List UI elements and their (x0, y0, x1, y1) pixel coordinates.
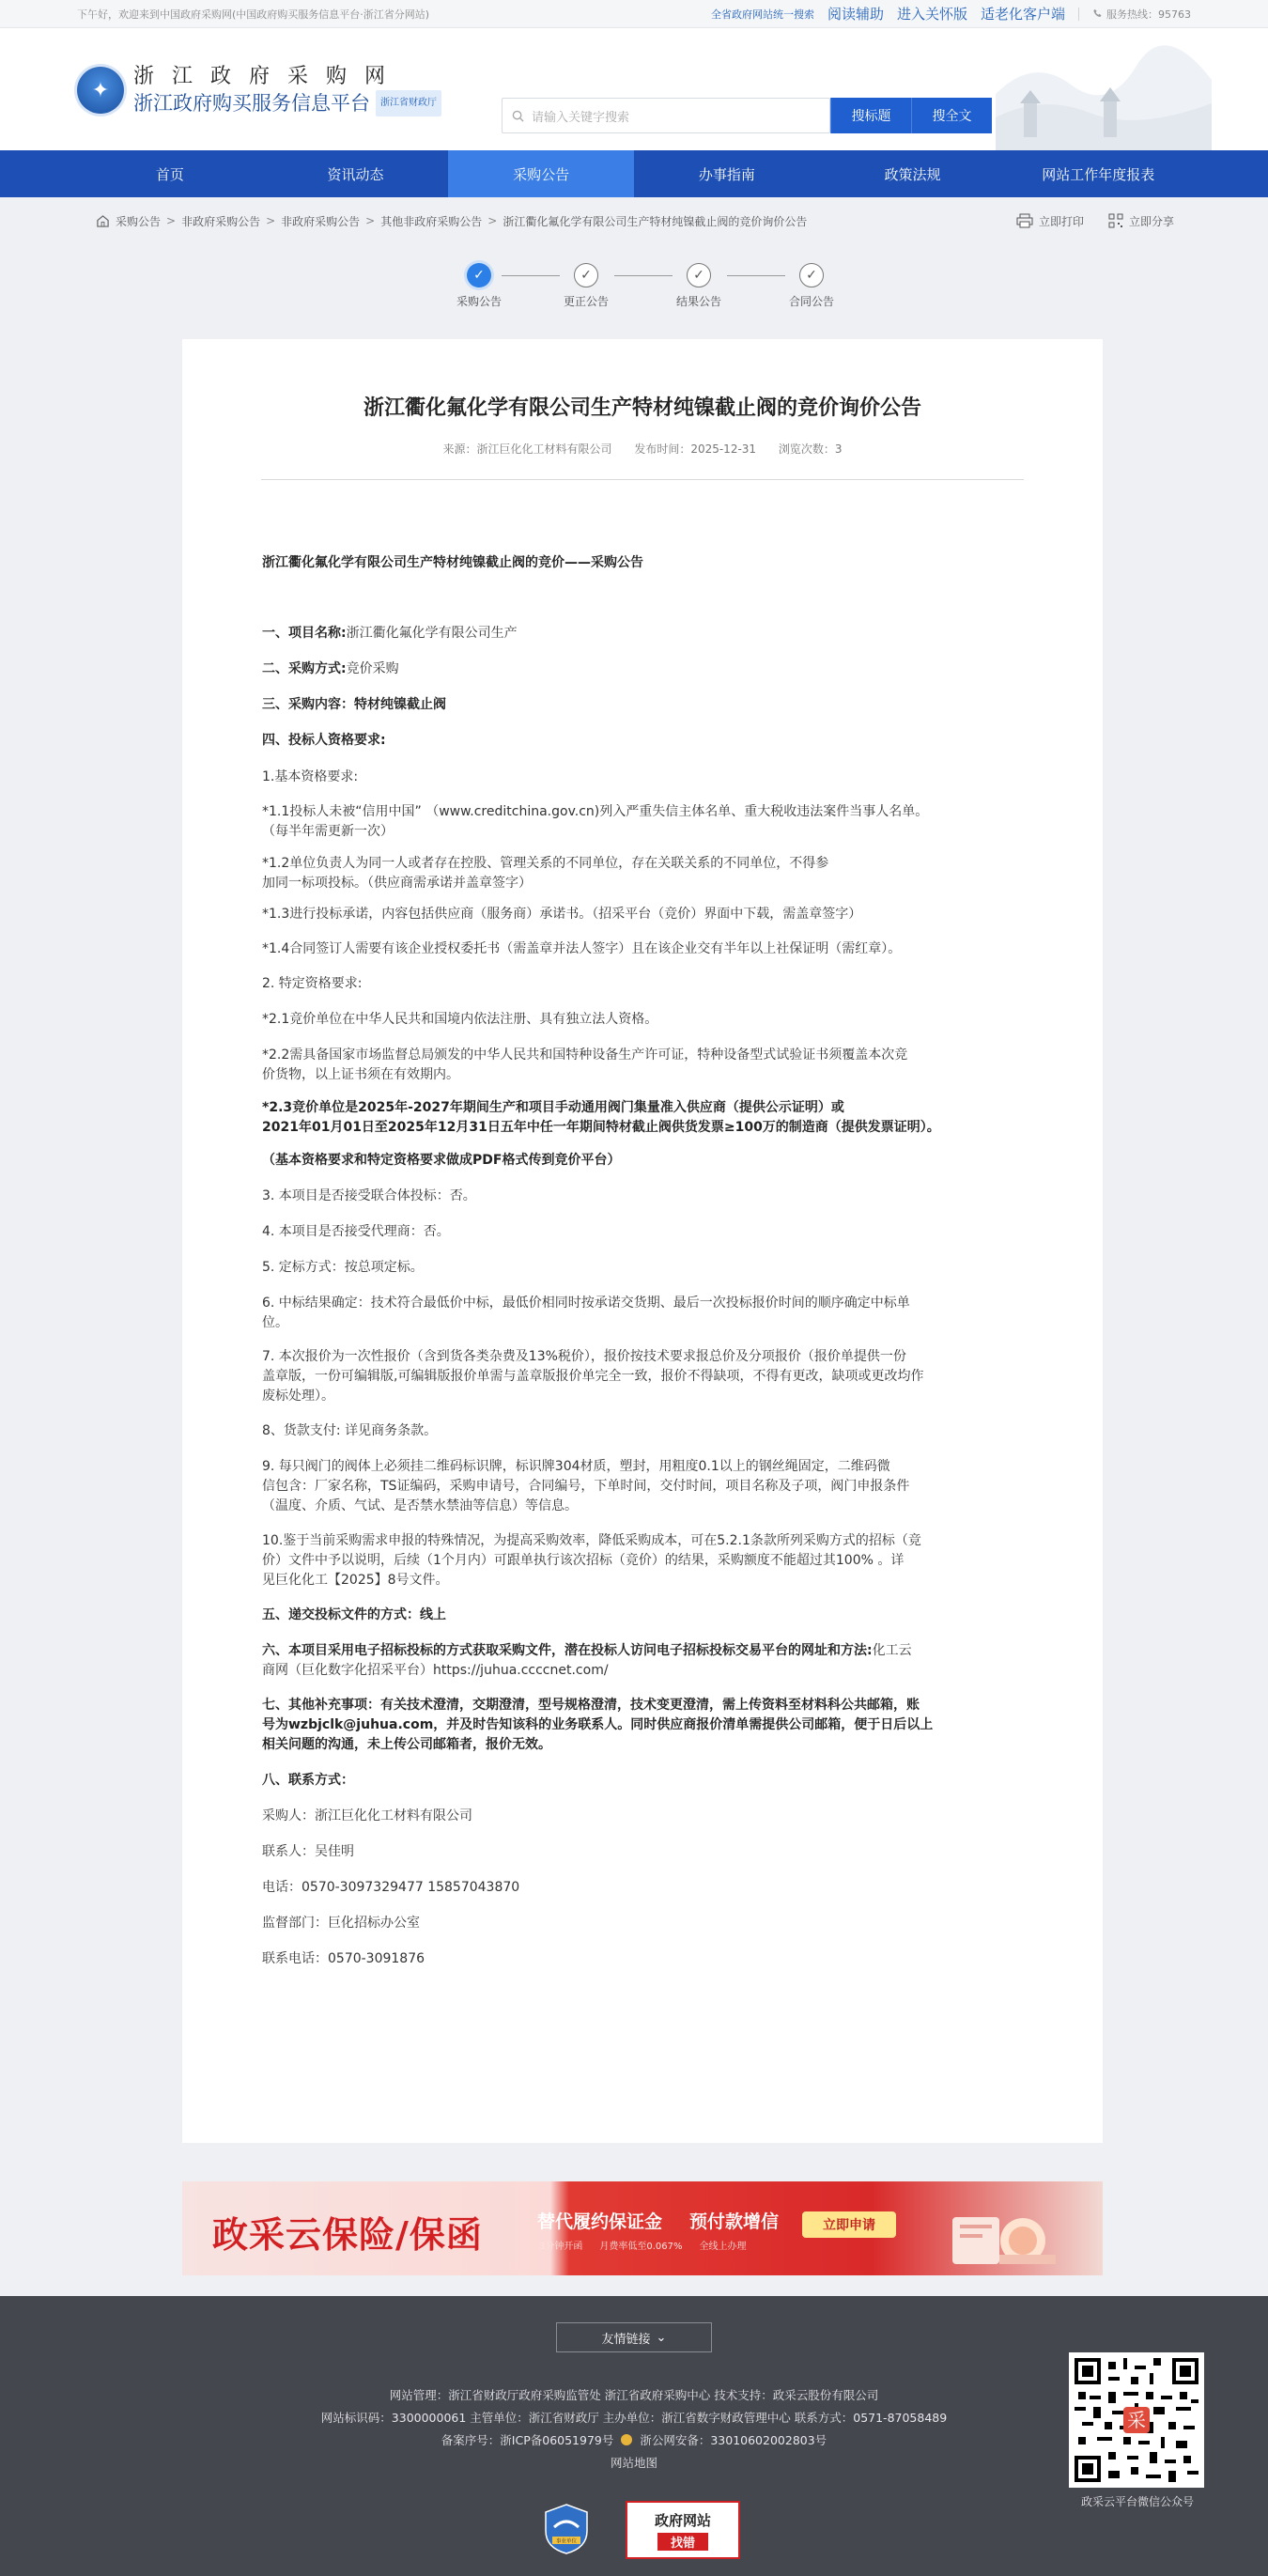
nav-item-6[interactable]: 网站工作年度报表 (1042, 165, 1155, 183)
breadcrumb-sep: > (365, 214, 376, 227)
section-other-cont: 号为wzbjclk@juhua.com，并及时告知该科的业务联系人。同时供应商报价清单需提供公司邮箱，便于日后以上 (262, 1717, 934, 1732)
section-qualification: 四、投标人资格要求: (262, 733, 386, 748)
logo-line2-text: 浙江政府购买服务信息平台 (133, 92, 370, 115)
share-label: 立即分享 (1128, 214, 1174, 228)
hotline (1092, 7, 1191, 22)
req-1-2: *1.2单位负责人为同一人或者存在控股、管理关系的不同单位，存在关联关系的不同单位，不得参 (262, 856, 829, 871)
contact-phone: 电话：0570-3097329477 15857043870 (262, 1880, 520, 1895)
site-footer (0, 2296, 1268, 2576)
special-requirements: 2. 特定资格要求: (262, 976, 363, 991)
police-badge-icon (621, 2434, 632, 2445)
section-other-cont2: 相关问题的沟通，未上传公司邮箱者，报价无效。 (262, 1737, 551, 1752)
req-2-2-cont: 价货物，以上证书须在有效期内。 (262, 1067, 459, 1082)
qrcode-image (1075, 2358, 1198, 2482)
search-input[interactable] (502, 98, 830, 133)
friend-links-select[interactable] (556, 2322, 712, 2352)
section-project-name: 一、项目名称:浙江衢化氟化学有限公司生产 (262, 626, 518, 641)
item-10-cont: 价）文件中予以说明，后续（1个月内）可跟单执行该次招标（竞价）的结果，采购额度不能超过其100% 。详 (262, 1553, 905, 1568)
breadcrumb-item-2[interactable]: 非政府采购公告 (181, 214, 261, 228)
breadcrumb (96, 213, 807, 229)
logo-line1: 浙 江 政 府 采 购 网 (133, 65, 391, 88)
req-2-3-cont: 2021年01月01日至2025年12月31日五年中任一年期间特材截止阀供货发票≥100万的制造商（提供发票证明）。 (262, 1120, 940, 1135)
req-1-4: *1.4合同签订人需要有该企业授权委托书（需盖章并法人签字）且在该企业交有半年以上社保证明（需红章）。 (262, 941, 902, 956)
qrcode-icon (1108, 213, 1123, 228)
divider (1078, 8, 1079, 21)
svg-text:采: 采 (1127, 2409, 1146, 2432)
hotline-text: 服务热线：95763 (1106, 8, 1191, 21)
basic-requirements: 1.基本资格要求: (262, 769, 359, 784)
step-label: 采购公告 (456, 295, 502, 308)
item-6-cont: 位。 (262, 1315, 288, 1330)
banner-slogan-1: 替代履约保证金 (537, 2211, 663, 2232)
check-icon: ✓ (799, 263, 824, 287)
breadcrumb-sep: > (266, 214, 276, 227)
check-icon: ✓ (687, 263, 711, 287)
item-9-cont2: （温度、介质、气试、是否禁水禁油等信息）等信息。 (262, 1498, 578, 1513)
announcement-heading: 浙江衢化氟化学有限公司生产特材纯镍截止阀的竞价——采购公告 (262, 555, 643, 570)
req-2-3: *2.3竞价单位是2025年-2027年期间生产和项目手动通用阀门集量准入供应商（提供公示证明）或 (262, 1100, 844, 1115)
step-result[interactable] (661, 259, 736, 309)
req-1-1: *1.1投标人未被“信用中国” （www.creditchina.gov.cn)列入严重失信主体名单、重大税收违法案件当事人名单。 (262, 804, 929, 819)
step-correction[interactable] (549, 259, 624, 309)
breadcrumb-item-1[interactable]: 采购公告 (116, 214, 162, 228)
req-1-2-cont: 加同一标项投标。（供应商需承诺并盖章签字） (262, 876, 532, 891)
step-contract[interactable] (774, 259, 849, 309)
nav-item-3[interactable]: 采购公告 (448, 150, 634, 197)
item-10-cont2: 见巨化化工【2025】8号文件。 (262, 1573, 449, 1588)
breadcrumb-sep: > (166, 214, 177, 227)
banner-feature: 3分钟开函 (539, 2242, 583, 2252)
breadcrumb-current: 浙江衢化氟化学有限公司生产特材纯镍截止阀的竞价询价公告 (503, 214, 808, 228)
promo-banner[interactable] (182, 2181, 1103, 2275)
gov-badge-action: 找错 (657, 2533, 708, 2551)
article-card (182, 339, 1103, 2143)
section-contact: 八、联系方式： (262, 1773, 354, 1788)
item-3: 3. 本项目是否接受联合体投标：否。 (262, 1188, 476, 1203)
breadcrumb-item-4[interactable]: 其他非政府采购公告 (380, 214, 483, 228)
section-e-bidding-url[interactable]: 商网（巨化数字化招采平台）https://juhua.ccccnet.com/ (262, 1663, 609, 1678)
welcome-text: 下午好，欢迎来到中国政府采购网(中国政府购买服务信息平台·浙江省分网站) (77, 8, 430, 21)
breadcrumb-bar (0, 197, 1268, 244)
req-2-1: *2.1竞价单位在中华人民共和国境内依法注册、具有独立法人资格。 (262, 1012, 658, 1027)
item-7-cont: 盖章版，一份可编辑版,可编辑版报价单需与盖章版报价单完全一致，报价不得缺项，不得有更改，缺项或更改均作 (262, 1369, 924, 1384)
item-7: 7. 本次报价为一次性报价（含到货各类杂费及13%税价），报价按技术要求报总价及分项报价（报价单提供一份 (262, 1349, 906, 1364)
section-submit: 五、递交投标文件的方式：线上 (262, 1607, 446, 1622)
search-icon (512, 110, 524, 122)
breadcrumb-item-3[interactable]: 非政府采购公告 (281, 214, 361, 228)
req-1-3: *1.3进行投标承诺，内容包括供应商（服务商）承诺书。（招采平台（竞价）界面中下载，需盖章签字） (262, 907, 862, 922)
footer-sitemap-link[interactable]: 网站地图 (610, 2456, 657, 2470)
footer-police-text[interactable]: 浙公网安备：33010602002803号 (640, 2433, 827, 2447)
section-other: 七、其他补充事项：有关技术澄清，交期澄清，型号规格澄清，技术变更澄清，需上传资料至材料科公共邮箱，账 (262, 1698, 920, 1713)
banner-title: 政采云保险/保函 (212, 2214, 483, 2256)
step-label: 合同公告 (788, 295, 834, 308)
page-actions (1016, 213, 1174, 229)
check-icon: ✓ (467, 263, 491, 287)
step-purchase[interactable] (441, 259, 517, 309)
step-label: 更正公告 (563, 295, 609, 308)
item-7-cont2: 废标处理）。 (262, 1389, 334, 1404)
print-label: 立即打印 (1038, 214, 1084, 228)
contact-supervisor: 监督部门：巨化招标办公室 (262, 1916, 420, 1931)
search-bar (502, 98, 992, 133)
nav-item-2[interactable]: 资讯动态 (327, 165, 384, 183)
search-title-button[interactable]: 搜标题 (830, 98, 911, 133)
item-8: 8、货款支付: 详见商务条款。 (262, 1423, 438, 1438)
top-bar-links (711, 4, 1191, 23)
logo-line2 (133, 90, 441, 116)
footer-site-id: 网站标识码：3300000061 主管单位：浙江省财政厅 主办单位：浙江省数字财政管理中心 联系方式：0571-87058489 (320, 2411, 948, 2425)
contact-supervisor-phone: 联系电话：0570-3091876 (262, 1951, 425, 1966)
wechat-qrcode (1069, 2352, 1204, 2488)
banner-feature: 月费率低至0.067% (599, 2242, 683, 2252)
req-2-2: *2.2需具备国家市场监督总局颁发的中华人民共和国特种设备生产许可证，特种设备型式试验证书须覆盖本次竞 (262, 1047, 908, 1063)
home-icon[interactable] (96, 214, 110, 227)
gov-badge-title: 政府网站 (654, 2511, 711, 2529)
logo-text (133, 64, 441, 116)
nav-item-5[interactable]: 政策法规 (884, 165, 941, 183)
article-publish-time: 发布时间：2025-12-31 (634, 442, 757, 456)
item-6: 6. 中标结果确定：技术符合最低价中标，最低价相同时按承诺交货期、最后一次投标报价时间的顺序确定中标单 (262, 1296, 910, 1311)
printer-icon (1016, 213, 1033, 228)
item-5: 5. 定标方式：按总项定标。 (262, 1260, 424, 1275)
top-bar (0, 0, 1268, 28)
contact-purchaser: 采购人：浙江巨化化工材料有限公司 (262, 1808, 472, 1823)
search-all-link[interactable]: 全省政府网站统一搜索 (710, 8, 814, 21)
section-content: 三、采购内容：特材纯镍截止阀 (262, 697, 446, 712)
chevron-down-icon: ⌄ (656, 2330, 667, 2345)
item-9-cont: 信包含：厂家名称，TS证编码，采购申请号，合同编号，下单时间，交付时间，项目名称及子项，阀门申报条件 (262, 1479, 910, 1494)
footer-icp (188, 2429, 1080, 2452)
banner-feature: 全线上办理 (699, 2242, 747, 2252)
banner-features (539, 2238, 747, 2252)
article-meta (182, 441, 1103, 457)
search-fulltext-button[interactable]: 搜全文 (911, 98, 992, 133)
print-button[interactable] (1016, 213, 1084, 229)
banner-apply-button[interactable]: 立即申请 (802, 2211, 896, 2238)
contact-person: 联系人：吴佳明 (262, 1844, 354, 1859)
elderly-client-link[interactable]: 适老化客户端 (980, 6, 1065, 23)
breadcrumb-sep: > (487, 214, 498, 227)
item-10: 10.鉴于当前采购需求申报的特殊情况，为提高采购效率，降低采购成本，可在5.2.1条款所列采购方式的招标（竞 (262, 1533, 921, 1548)
article-title: 浙江衢化氟化学有限公司生产特材纯镍截止阀的竞价询价公告 (363, 396, 921, 420)
step-label: 结果公告 (675, 295, 721, 308)
main-nav (0, 150, 1268, 197)
phone-icon (1092, 8, 1103, 19)
reading-aid-link[interactable]: 阅读辅助 (827, 6, 884, 23)
site-header (0, 28, 1268, 150)
site-logo[interactable] (77, 64, 441, 116)
nav-item-1[interactable]: 首页 (155, 165, 184, 183)
footer-management: 网站管理：浙江省财政厅政府采购监管处 浙江省政府采购中心 技术支持：政采云股份有限公司 (389, 2388, 879, 2402)
care-version-link[interactable]: 进入关怀版 (896, 6, 967, 23)
nav-item-4[interactable]: 办事指南 (698, 165, 755, 183)
share-button[interactable] (1108, 213, 1174, 229)
emblem-icon: ✦ (77, 67, 124, 114)
search-placeholder: 请输入关键字搜索 (532, 110, 630, 125)
logo-tag: 浙江省财政厅 (376, 90, 441, 116)
item-9: 9. 每只阀门的阀体上必须挂二维码标识牌，标识牌304材质，塑封，用粗度0.1以上的钢丝绳固定，二维码微 (262, 1459, 890, 1474)
check-icon: ✓ (574, 263, 598, 287)
req-pdf-note: （基本资格要求和特定资格要求做成PDF格式传到竞价平台） (262, 1153, 621, 1168)
req-1-1-note: （每半年需更新一次） (262, 824, 394, 839)
title-divider (261, 479, 1024, 480)
article-views: 浏览次数：3 (778, 442, 843, 456)
footer-icp-text[interactable]: 备案序号：浙ICP备06051979号 (441, 2433, 618, 2447)
section-method: 二、采购方式:竞价采购 (262, 661, 399, 676)
process-steps (441, 259, 836, 316)
section-e-bidding: 六、本项目采用电子招标投标的方式获取采购文件，潜在投标人访问电子招标投标交易平台的网址和方法:化工云 (262, 1643, 912, 1658)
article-source: 来源：浙江巨化化工材料有限公司 (442, 442, 612, 456)
gov-site-error-report[interactable] (626, 2501, 740, 2559)
svg-text:事业单位: 事业单位 (555, 2538, 578, 2545)
banner-slogan-2: 预付款增信 (689, 2211, 780, 2232)
banner-illustration (934, 2189, 1065, 2270)
decor-mountains (996, 28, 1212, 150)
qrcode-caption: 政采云平台微信公众号 (1080, 2495, 1194, 2508)
institution-badge-icon[interactable] (543, 2503, 590, 2555)
friend-links-label: 友情链接 (601, 2332, 651, 2347)
item-4: 4. 本项目是否接受代理商：否。 (262, 1224, 450, 1239)
